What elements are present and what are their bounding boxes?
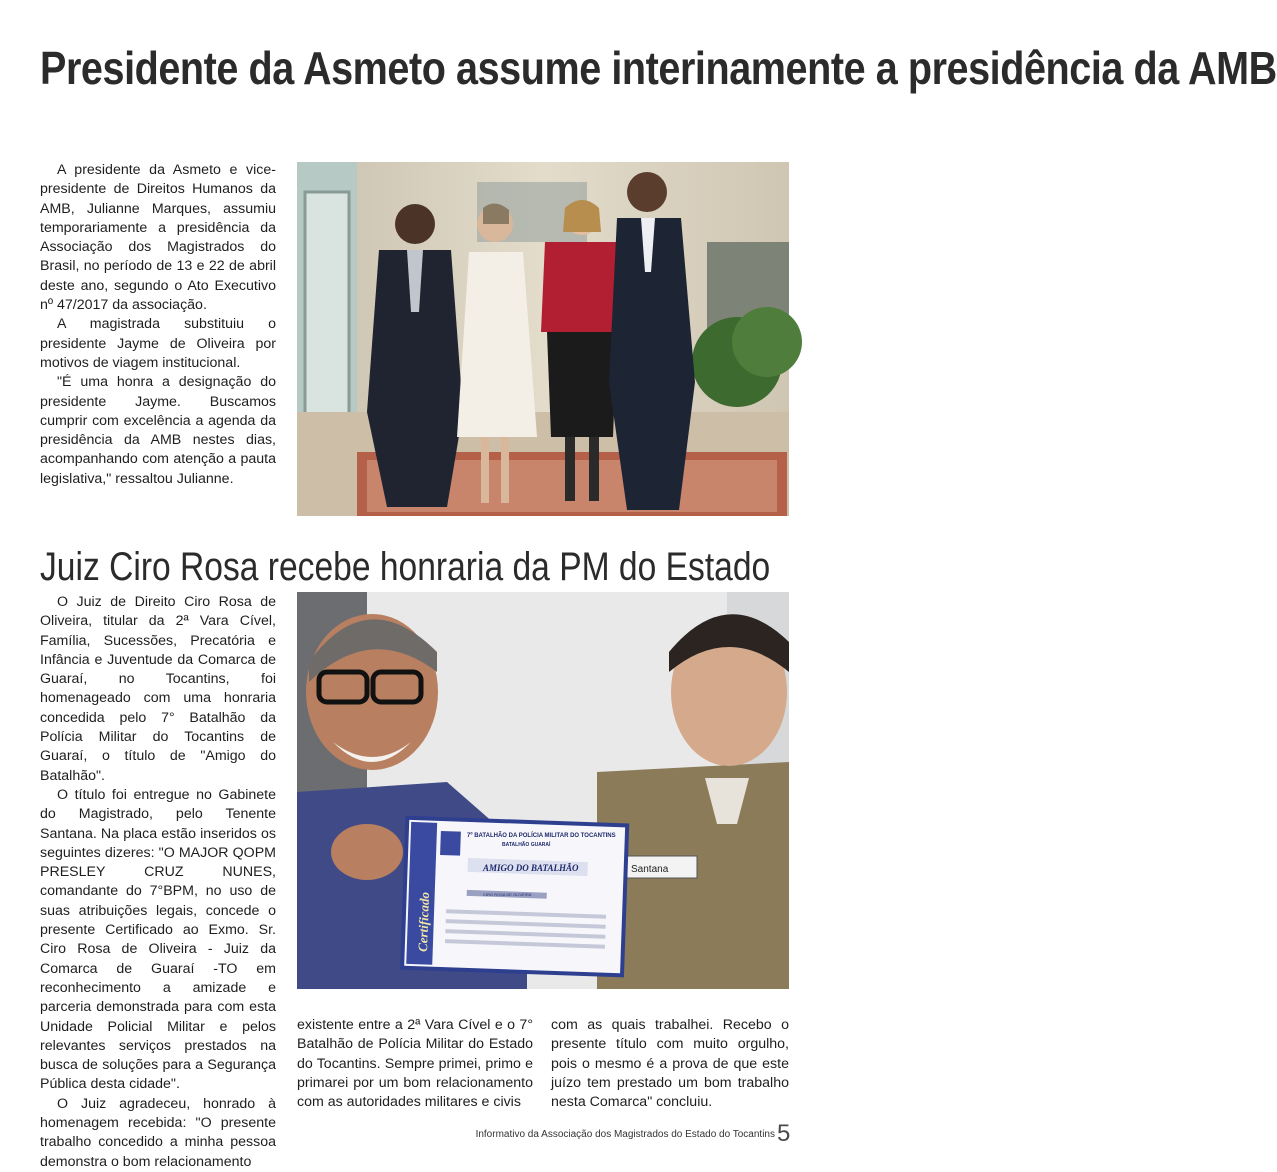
article2-continuation: com as quais trabalhei. Recebo o presente título com muito orgulho, pois o mesmo é a prova de que este juízo tem prestado um bom trabalho nesta Comarca" concluiu. xyxy=(551,1017,789,1111)
article2-title: Juiz Ciro Rosa recebe honraria da PM do Estado xyxy=(40,545,771,589)
article1-title: Presidente da Asmeto assume interinamente a presidência da AMB xyxy=(40,42,1277,94)
page-number: 5 xyxy=(777,1120,791,1147)
article2-continuation: existente entre a 2ª Vara Cível e o 7° Batalhão de Polícia Militar do Estado do Tocantins. Sempre primei, primo e primarei por um bom relacionamento com as autoridades militares e civis xyxy=(297,1017,533,1111)
article1-paragraph: "É uma honra a designação do presidente Jayme. Buscamos cumprir com excelência a agenda da presidência da AMB nestes dias, acompanhando com atenção a pauta legislativa," ressaltou Julianne. xyxy=(40,374,276,487)
footer-publication: Informativo da Associação dos Magistrados do Estado do Tocantins xyxy=(475,1129,775,1140)
article1-paragraph: A presidente da Asmeto e vice-presidente de Direitos Humanos da AMB, Julianne Marques, assumiu temporariamente a presidência da Associação dos Magistrados do Brasil, no período de 13 e 22 de abril deste ano, segundo o Ato Executivo nº 47/2017 da associação. xyxy=(40,162,276,314)
article2-paragraph: O Juiz de Direito Ciro Rosa de Oliveira, titular da 2ª Vara Cível, Família, Sucessões, Precatória e Infância e Juventude da Comarca de Guaraí, no Tocantins, foi homenageado com uma honraria concedida pelo 7° Batalhão da Polícia Militar do Tocantins de Guaraí, o título de "Amigo do Batalhão". xyxy=(40,594,276,784)
certificate-title: AMIGO DO BATALHÃO xyxy=(483,863,579,873)
group-photo xyxy=(297,162,789,516)
certificate-header: 7º BATALHÃO DA POLÍCIA MILITAR DO TOCANTINS xyxy=(467,833,616,839)
group-photo-illustration xyxy=(297,162,789,516)
article2-body-col2 xyxy=(297,1016,533,1112)
article1-body xyxy=(40,161,276,489)
article2-body-col3 xyxy=(551,1016,789,1112)
article2-paragraph: O Juiz agradeceu, honrado à homenagem recebida: "O presente trabalho concedido a minha pessoa demonstra o bom relacionamento xyxy=(40,1095,276,1170)
article1-paragraph: A magistrada substituiu o presidente Jayme de Oliveira por motivos de viagem institucional. xyxy=(40,316,276,371)
honor-photo xyxy=(297,592,789,989)
article2-body-col1 xyxy=(40,593,276,1172)
honor-photo-illustration xyxy=(297,592,789,989)
name-tag: Santana xyxy=(631,864,669,875)
certificate-name: CIRO ROSA DE OLIVEIRA xyxy=(483,892,532,897)
article2-paragraph: O título foi entregue no Gabinete do Magistrado, pelo Tenente Santana. Na placa estão inseridos os seguintes dizeres: "O MAJOR QOPM PRESLEY CRUZ NUNES, comandante do 7°BPM, no uso de suas atribuições legais, concede o presente Certificado ao Exmo. Sr. Ciro Rosa de Oliveira - Juiz da Comarca de Guaraí -TO em reconhecimento a amizade e parceria demonstrada para com esta Unidade Policial Militar e pelos relevantes serviços prestados na busca de soluções para a Segurança Pública desta cidade". xyxy=(40,786,276,1093)
certificate-subheader: BATALHÃO GUARAÍ xyxy=(502,842,551,848)
certificate-side-label: Certificado xyxy=(415,891,433,953)
